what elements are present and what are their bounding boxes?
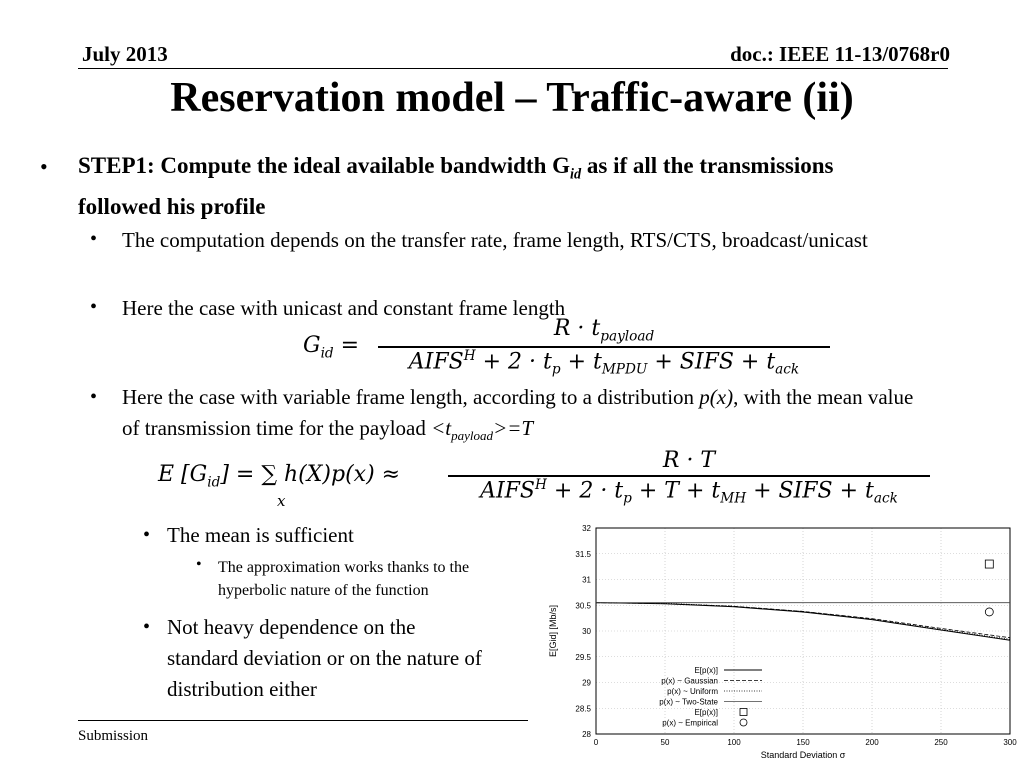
eq2-denominator bbox=[448, 477, 930, 507]
series-marker-square bbox=[985, 560, 993, 568]
eq2-sum-index: x bbox=[277, 492, 286, 510]
variable-lt: <t bbox=[431, 416, 452, 440]
chart-ticks bbox=[575, 524, 1017, 747]
x-tick-label: 150 bbox=[796, 738, 810, 747]
eq1-den-p: p bbox=[551, 362, 561, 379]
bullet-dependence-text: Not heavy dependence on the standard deviation or on the nature of distribution either bbox=[167, 615, 482, 701]
eq1-numerator bbox=[378, 316, 830, 348]
chart-legend bbox=[659, 666, 762, 728]
legend-label: p(x) ~ Gaussian bbox=[661, 676, 718, 686]
chart-x-label: Standard Deviation σ bbox=[760, 750, 846, 760]
x-tick-label: 0 bbox=[593, 738, 599, 747]
bullet-rate-text: The computation depends on the transfer rate, frame length, RTS/CTS, broadcast/unicast bbox=[122, 228, 868, 252]
y-tick-label: 28.5 bbox=[575, 704, 591, 714]
eq2-den-mh: MH bbox=[720, 490, 747, 507]
eq2-e: E [G bbox=[158, 462, 208, 487]
bullet-dot: • bbox=[196, 556, 202, 573]
legend-label: p(x) ~ Empirical bbox=[662, 718, 718, 728]
x-tick-label: 50 bbox=[660, 738, 670, 747]
slide-title: Reservation model – Traffic-aware (ii) bbox=[170, 75, 854, 121]
legend-marker-square bbox=[740, 709, 747, 716]
eq1-fraction bbox=[378, 316, 830, 378]
y-tick-label: 31 bbox=[582, 575, 591, 585]
variable-text-b: , with the mean value of transmission time for the payload bbox=[122, 385, 914, 440]
eq2-rest: ] = ∑ h(X)p(x) ≈ bbox=[220, 462, 401, 487]
bullet-dot: • bbox=[90, 228, 98, 250]
legend-label: E[p(x)] bbox=[694, 666, 718, 675]
eq2-numerator: R · T bbox=[448, 448, 930, 477]
y-tick-label: 29.5 bbox=[575, 652, 591, 662]
footer-submission: Submission bbox=[78, 728, 149, 744]
legend-label: p(x) ~ Uniform bbox=[667, 687, 718, 696]
eq1-den-r1: + 2 · t bbox=[475, 349, 552, 375]
bandwidth-chart bbox=[540, 520, 1024, 768]
y-tick-label: 30.5 bbox=[575, 601, 591, 611]
bullet-mean-text: The mean is sufficient bbox=[167, 523, 354, 547]
step1-text-b: as if all the transmissions followed his profile bbox=[78, 153, 834, 219]
eq1-den-r3: + SIFS + t bbox=[647, 349, 776, 375]
legend-marker-circle bbox=[740, 719, 747, 726]
eq2-den-ack: ack bbox=[873, 490, 898, 507]
header-divider bbox=[78, 68, 948, 69]
variable-px: p(x) bbox=[699, 385, 734, 409]
step1-text-a: STEP1: Compute the ideal available bandwidth G bbox=[78, 153, 571, 178]
eq1-den-aifs: AIFS bbox=[408, 349, 464, 375]
step1-subscript: id bbox=[570, 166, 582, 183]
y-tick-label: 28 bbox=[582, 730, 591, 739]
bullet-variable-text bbox=[122, 382, 932, 451]
eq1-den-ack: ack bbox=[775, 362, 800, 379]
variable-gt: >=T bbox=[493, 416, 534, 440]
legend-label: p(x) ~ Two-State bbox=[659, 697, 718, 707]
bullet-dot: • bbox=[143, 524, 151, 546]
y-tick-label: 29 bbox=[582, 678, 591, 688]
variable-text-a: Here the case with variable frame length, according to a distribution bbox=[122, 385, 700, 409]
eq1-den-r2: + t bbox=[560, 349, 602, 375]
eq1-lhs: $G_{id}$ = bbox=[303, 333, 360, 362]
eq1-denominator bbox=[378, 348, 830, 378]
eq2-den-r1: + 2 · t bbox=[546, 478, 624, 504]
x-tick-label: 200 bbox=[865, 738, 879, 747]
eq2-den-r3: + SIFS + t bbox=[746, 478, 874, 504]
eq2-den-aifs: AIFS bbox=[480, 478, 536, 504]
eq2-lhs bbox=[158, 462, 400, 490]
series-line bbox=[596, 603, 1010, 638]
eq2-den-r2: + T + t bbox=[631, 478, 721, 504]
eq2-sub: id bbox=[207, 474, 221, 491]
step1-text bbox=[78, 150, 918, 222]
x-tick-label: 100 bbox=[727, 738, 741, 747]
y-tick-label: 30 bbox=[582, 627, 591, 636]
chart-y-label: E[Gid] [Mb/s] bbox=[548, 604, 558, 658]
eq1-num-text: R · t bbox=[553, 316, 601, 341]
bullet-constant-text: Here the case with unicast and constant frame length bbox=[122, 296, 566, 320]
x-tick-label: 250 bbox=[934, 738, 948, 747]
eq1-g-sub: id bbox=[320, 345, 334, 362]
header-date: July 2013 bbox=[82, 42, 168, 66]
x-tick-label: 300 bbox=[1003, 738, 1017, 747]
eq1-den-sup: H bbox=[463, 348, 476, 365]
eq1-den-mpdu: MPDU bbox=[601, 362, 648, 379]
y-tick-label: 32 bbox=[582, 524, 591, 533]
eq1-num-sub: payload bbox=[600, 328, 655, 345]
header-doc-id: doc.: IEEE 11-13/0768r0 bbox=[730, 42, 950, 66]
eq2-den-sup: H bbox=[535, 477, 547, 493]
bullet-approx-text: The approximation works thanks to the hyperbolic nature of the function bbox=[218, 559, 470, 599]
bullet-dot: • bbox=[143, 616, 151, 638]
bullet-dot: • bbox=[90, 386, 98, 408]
y-tick-label: 31.5 bbox=[575, 549, 591, 559]
variable-sub: payload bbox=[451, 428, 494, 444]
legend-label: E[p(x)] bbox=[694, 708, 718, 717]
eq2-den-p: p bbox=[623, 490, 632, 507]
eq1-g: G bbox=[303, 333, 321, 358]
bullet-dot: • bbox=[90, 296, 98, 318]
bullet-dot: • bbox=[40, 154, 48, 179]
footer-divider bbox=[78, 720, 528, 721]
eq2-fraction bbox=[448, 448, 930, 507]
series-marker-circle bbox=[985, 608, 993, 616]
